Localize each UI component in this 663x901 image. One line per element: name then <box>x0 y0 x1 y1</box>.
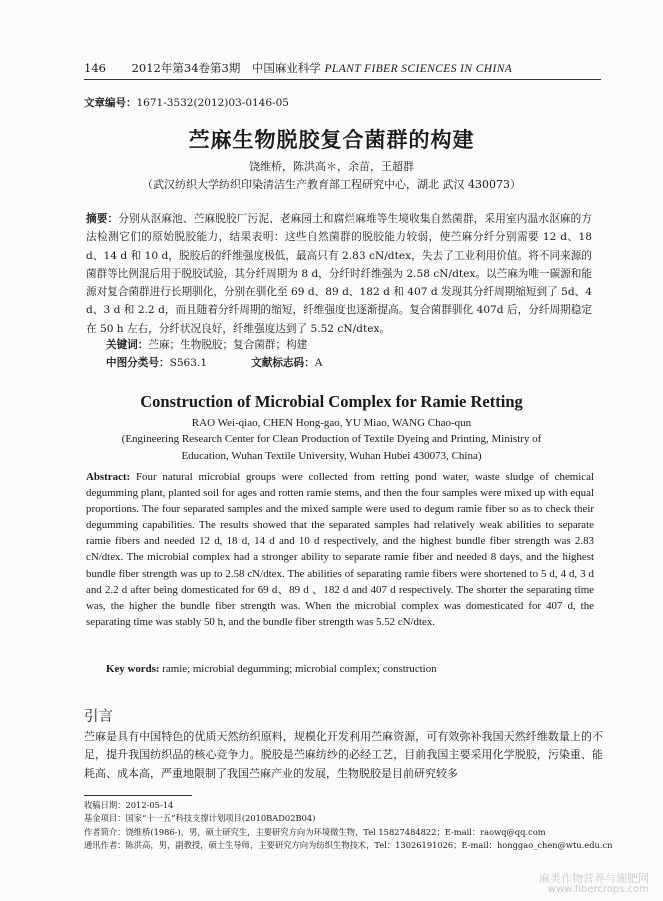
doc-code-label: 文献标志码： <box>251 357 315 369</box>
abstract-en-label: Abstract: <box>86 471 131 483</box>
keywords-en <box>106 663 437 675</box>
title-cn: 苎麻生物脱胶复合菌群的构建 <box>188 127 475 152</box>
article-number <box>84 95 289 110</box>
abstract-en-text: Four natural microbial groups were collected from retting pond water, waste sludge of chemical degumming plant, planted soil for ages and rotten ramie stems, and then the four samples were mixed up with equal proportions. The four separated samples and the mixed sample were used to degum ramie fiber so as to check their degumming capabilities. The results showed that the separated samples had relatively weak abilities to separate ramie fibers and needed 12 d, 18 d, 14 d and 10 d respectively, and the highest bundle fiber strength was 2.83 cN/dtex. The microbial complex had a stronger ability to separate ramie fiber and needed 8 days, and the highest bundle fiber strength was up to 2.58 cN/dtex. The abilities of separating ramie fibers were shortened to 5 d, 4 d, 3 d and 2.2 d after being domesticated for 69 d、89 d 、182 d and 407 d respectively. The shorter the separating time was, the higher the bundle fiber strength was. When the microbial complex was domesticated for 407 d, the separating time was stably 50 h, and the bundle fiber strength was 5.52 cN/dtex. <box>86 471 594 628</box>
running-header <box>84 60 604 76</box>
footnote-received: 收稿日期：2012-05-14 <box>84 800 174 810</box>
clc-label: 中图分类号： <box>106 357 170 369</box>
affiliation-en-line2: Education, Wuhan Textile University, Wuhan Hubei 430073, China) <box>181 450 482 462</box>
journal-name-en: PLANT FIBER SCIENCES IN CHINA <box>324 63 513 75</box>
affiliation-en-line1: (Engineering Research Center for Clean Production of Textile Dyeing and Printing, Ministry of <box>121 433 542 445</box>
abstract-cn-label: 摘要： <box>86 213 119 225</box>
classification-cn <box>106 355 322 370</box>
authors-en: RAO Wei-qiao, CHEN Hong-gao, YU Miao, WANG Chao-qun <box>191 417 472 429</box>
footnote-fund: 基金项目：国家“十一五”科技支撑计划项目(2010BAD02B04) <box>84 813 316 824</box>
article-number-label: 文章编号： <box>84 97 137 109</box>
journal-name-cn: 2012年第34卷第3期 中国麻业科学 <box>131 61 321 75</box>
intro-paragraph: 苎麻是具有中国特色的优质天然纺织原料，规模化开发利用苎麻资源，可有效弥补我国天然纤维数量上的不足，提升我国纺织品的核心竞争力。脱胶是苎麻纺纱的必经工艺，目前我国主要采用化学脱胶，污染重、能耗高、成本高，严重地限制了我国苎麻产业的发展，生物脱胶是目前研究较多 <box>84 730 603 780</box>
keywords-cn-label: 关键词： <box>106 339 149 351</box>
footnote-rule <box>84 795 192 796</box>
keywords-en-text: ramie; microbial degumming; microbial complex; construction <box>162 663 437 675</box>
authors-cn: 饶维桥，陈洪高＊，余苗，王超群 <box>249 160 414 173</box>
keywords-cn <box>106 337 307 352</box>
affiliation-cn: （武汉纺织大学纺织印染清洁生产教育部工程研究中心，湖北 武汉 430073） <box>142 178 521 191</box>
abstract-cn <box>86 210 592 338</box>
page-number: 146 <box>84 61 106 75</box>
header-rule <box>84 79 601 80</box>
footnote-author: 作者简介：饶维桥(1986-)，男，硕士研究生，主要研究方向为环境微生物，Tel 15827484822；E-mail：raowq@qq.com <box>84 826 546 837</box>
watermark-url: www.fibercrops.com <box>547 884 649 895</box>
keywords-en-label: Key words: <box>106 663 160 675</box>
section-heading: 引言 <box>84 709 113 725</box>
footnote-corresponding: 通讯作者：陈洪高，男，副教授，硕士生导师，主要研究方向为纺织生物技术，Tel：13026191026；E-mail：honggao_chen@wtu.edu.cn <box>84 839 613 850</box>
keywords-cn-text: 苎麻；生物脱胶；复合菌群；构建 <box>148 339 308 351</box>
footnotes <box>84 799 613 852</box>
abstract-en <box>86 469 594 630</box>
watermark-site-name: 麻类作物营养与施肥网 <box>539 872 649 885</box>
clc-value: S563.1 <box>169 357 208 369</box>
title-en: Construction of Microbial Complex for Ramie Retting <box>140 392 523 411</box>
doc-code-value: A <box>314 357 323 369</box>
article-number-value: 1671-3532(2012)03-0146-05 <box>136 97 289 109</box>
abstract-cn-text: 分别从沤麻池、苎麻脱胶厂污泥、老麻园土和腐烂麻堆等生境收集自然菌群，采用室内温水沤麻的方法检测它们的原始脱胶能力，结果表明：这些自然菌群的脱胶能力较弱，使苎麻分纤分别需要 12 d、18 d、14 d 和 10 d，脱胶后的纤维强度极低，最高只有 2.83 cN/dtex，失去了工业利用价值。将不同来源的菌群等比例混后用于脱胶试验，其分纤周期为 8 d，分纤时纤维强为 2.58 cN/dtex。以苎麻为唯一碳源和能源对复合菌群进行长期驯化，分别在驯化至 69 d、89 d、182 d 和 407 d 发现其分纤周期缩短到了 5d、4 d、3 d 和 2.2 d，而且随着分纤周期的缩短，纤维强度也逐渐提高。复合菌群驯化 407d 后，分纤周期稳定在 50 h 左右，分纤状况良好，纤维强度达到了 5.52 cN/dtex。 <box>86 213 592 335</box>
